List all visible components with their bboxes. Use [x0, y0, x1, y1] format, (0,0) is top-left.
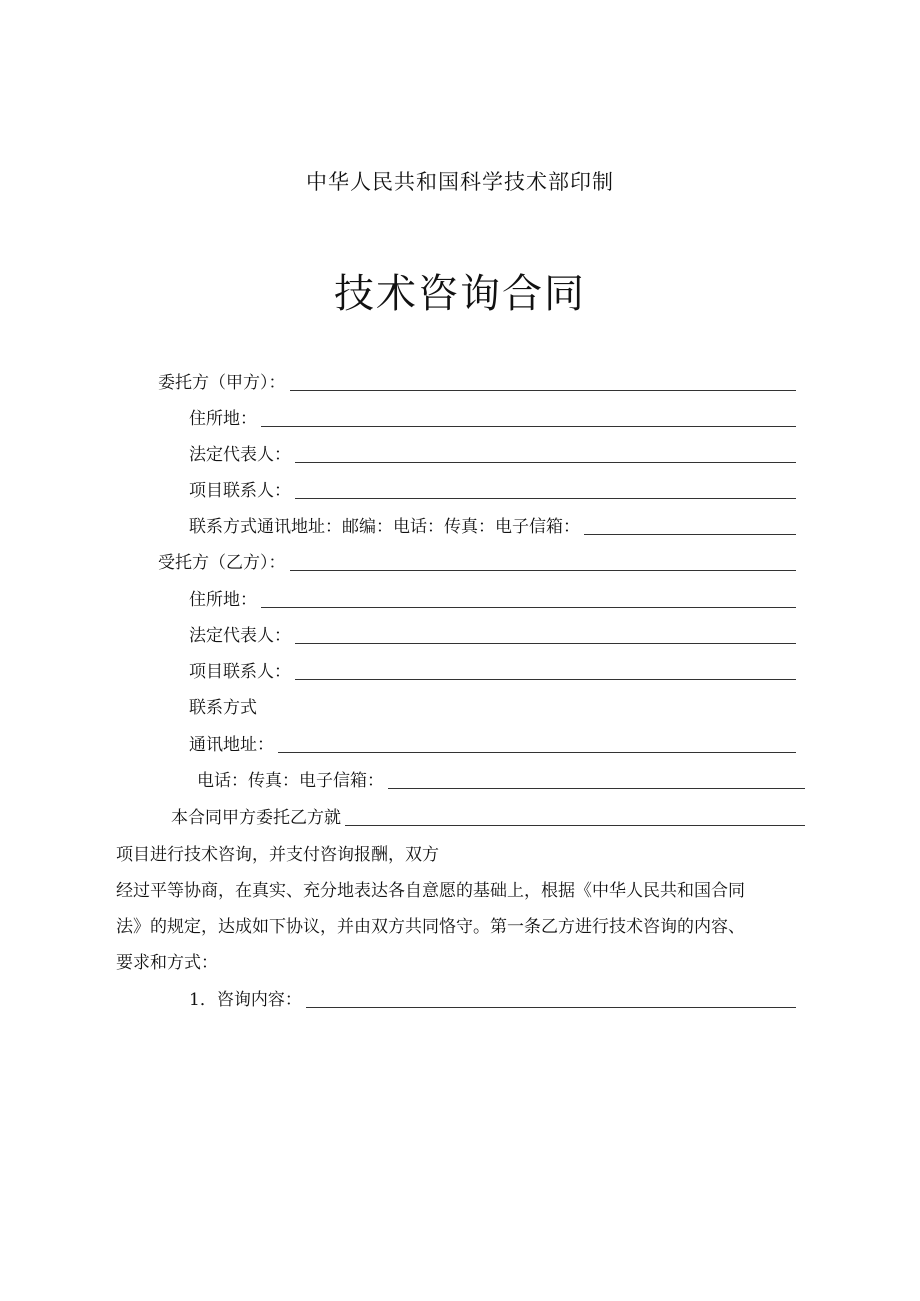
item1-fill-line	[306, 1006, 796, 1008]
a-legal-rep-row	[189, 438, 796, 466]
client-fill-line	[290, 389, 797, 391]
a-contact-info-label: 联系方式通讯地址：邮编：电话：传真：电子信箱：	[189, 517, 580, 537]
body-line-2: 经过平等协商，在真实、充分地表达各自意愿的基础上，根据《中华人民共和国合同	[116, 881, 745, 901]
b-address-row	[189, 728, 796, 756]
publisher-line: 中华人民共和国科学技术部印制	[306, 170, 614, 194]
client-row	[158, 366, 796, 394]
a-project-contact-row	[189, 474, 796, 502]
a-project-contact-fill-line	[295, 497, 796, 499]
b-address-label: 通讯地址：	[189, 735, 274, 755]
a-legal-rep-fill-line	[295, 461, 796, 463]
a-residence-fill-line	[261, 425, 796, 427]
body-line-1: 项目进行技术咨询，并支付咨询报酬，双方	[116, 845, 439, 865]
body-line-4: 要求和方式：	[116, 953, 218, 973]
entrust-row	[171, 801, 805, 829]
b-residence-label: 住所地：	[189, 590, 257, 610]
trustee-fill-line	[290, 569, 797, 571]
a-legal-rep-label: 法定代表人：	[189, 445, 291, 465]
contract-title: 技术咨询合同	[334, 271, 586, 317]
a-residence-label: 住所地：	[189, 409, 257, 429]
trustee-label: 受托方（乙方）：	[158, 553, 286, 573]
a-contact-info-row	[189, 510, 796, 538]
b-project-contact-fill-line	[295, 678, 796, 680]
b-project-contact-label: 项目联系人：	[189, 662, 291, 682]
body-line-3: 法》的规定，达成如下协议，并由双方共同恪守。第一条乙方进行技术咨询的内容、	[116, 917, 745, 937]
b-phone-row	[197, 764, 805, 792]
entrust-fill-line	[345, 824, 805, 826]
a-residence-row	[189, 402, 796, 430]
b-address-fill-line	[278, 751, 796, 753]
b-residence-row	[189, 583, 796, 611]
client-label: 委托方（甲方）：	[158, 373, 286, 393]
b-phone-label: 电话：传真：电子信箱：	[197, 771, 384, 791]
b-legal-rep-row	[189, 619, 796, 647]
item1-row	[189, 983, 796, 1011]
b-contact-heading-row	[189, 691, 796, 719]
b-legal-rep-fill-line	[295, 642, 796, 644]
b-phone-fill-line	[388, 787, 805, 789]
b-residence-fill-line	[261, 606, 796, 608]
item1-label: 1．咨询内容：	[189, 990, 302, 1010]
a-project-contact-label: 项目联系人：	[189, 481, 291, 501]
b-project-contact-row	[189, 655, 796, 683]
b-contact-heading: 联系方式	[189, 698, 257, 718]
entrust-label: 本合同甲方委托乙方就	[171, 808, 341, 828]
b-legal-rep-label: 法定代表人：	[189, 626, 291, 646]
trustee-row	[158, 546, 796, 574]
a-contact-info-fill-line	[584, 533, 796, 535]
